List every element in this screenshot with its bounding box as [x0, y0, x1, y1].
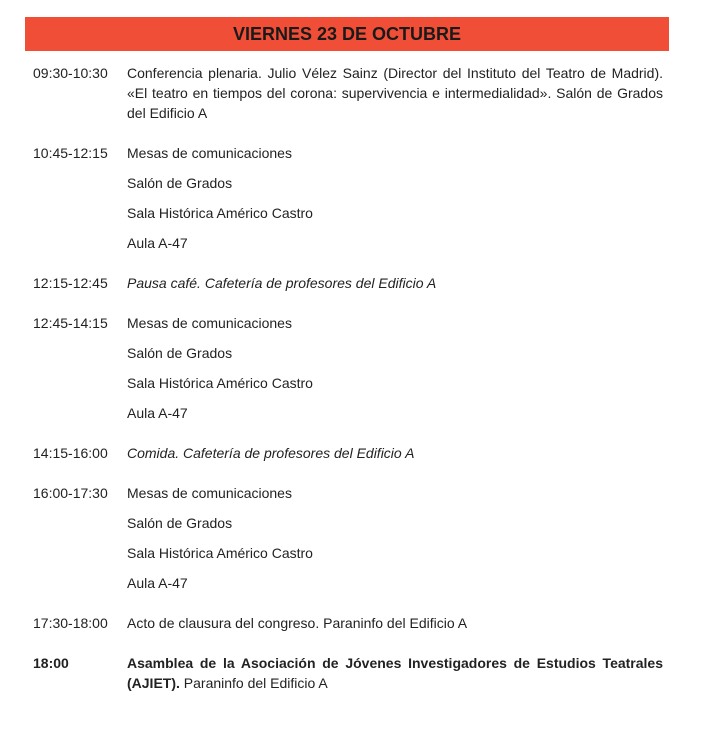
room-item: Sala Histórica Américo Castro [127, 545, 313, 561]
schedule-entry-plenary [33, 63, 663, 123]
schedule-entry-closing [33, 613, 663, 633]
entry-description: Mesas de comunicaciones [127, 315, 292, 331]
entry-description: Mesas de comunicaciones [127, 485, 292, 501]
room-item: Salón de Grados [127, 175, 233, 191]
schedule-entry-coffee-break [33, 273, 663, 293]
room-item: Aula A-47 [127, 405, 188, 421]
entry-time: 09:30-10:30 [33, 65, 108, 81]
room-item: Salón de Grados [127, 345, 233, 361]
schedule-entry-sessions-1 [33, 143, 663, 253]
schedule-entry-assembly [33, 653, 663, 693]
entry-description: Acto de clausura del congreso. Paraninfo del Edificio A [127, 615, 468, 631]
entry-description: Comida. Cafetería de profesores del Edificio A [127, 445, 415, 461]
schedule-entry-lunch [33, 443, 663, 463]
room-item: Sala Histórica Américo Castro [127, 375, 313, 391]
schedule-entry-sessions-3 [33, 483, 663, 593]
assembly-location: Paraninfo del Edificio A [179, 675, 328, 691]
entry-description: Mesas de comunicaciones [127, 145, 292, 161]
entry-time: 12:45-14:15 [33, 315, 108, 331]
entry-time: 17:30-18:00 [33, 615, 108, 631]
entry-time: 14:15-16:00 [33, 445, 108, 461]
schedule-entry-sessions-2 [33, 313, 663, 423]
room-item: Salón de Grados [127, 515, 233, 531]
schedule [33, 63, 663, 713]
room-item: Sala Histórica Américo Castro [127, 205, 313, 221]
assembly-title: Asamblea de la Asociación de Jóvenes Investigadores de Estudios Teatrales (AJIET). [127, 655, 663, 691]
entry-description: Pausa café. Cafetería de profesores del Edificio A [127, 275, 437, 291]
room-item: Aula A-47 [127, 575, 188, 591]
entry-time: 10:45-12:15 [33, 145, 108, 161]
entry-time: 16:00-17:30 [33, 485, 108, 501]
entry-description [127, 653, 663, 693]
entry-description: Conferencia plenaria. Julio Vélez Sainz (Director del Instituto del Teatro de Madrid). «El teatro en tiempos del corona: supervivencia e intermedialidad». Salón de Grados del Edificio A [127, 65, 663, 121]
day-header [25, 17, 669, 51]
day-title: VIERNES 23 DE OCTUBRE [232, 23, 462, 44]
entry-time: 12:15-12:45 [33, 275, 108, 291]
entry-time: 18:00 [33, 655, 69, 671]
room-item: Aula A-47 [127, 235, 188, 251]
